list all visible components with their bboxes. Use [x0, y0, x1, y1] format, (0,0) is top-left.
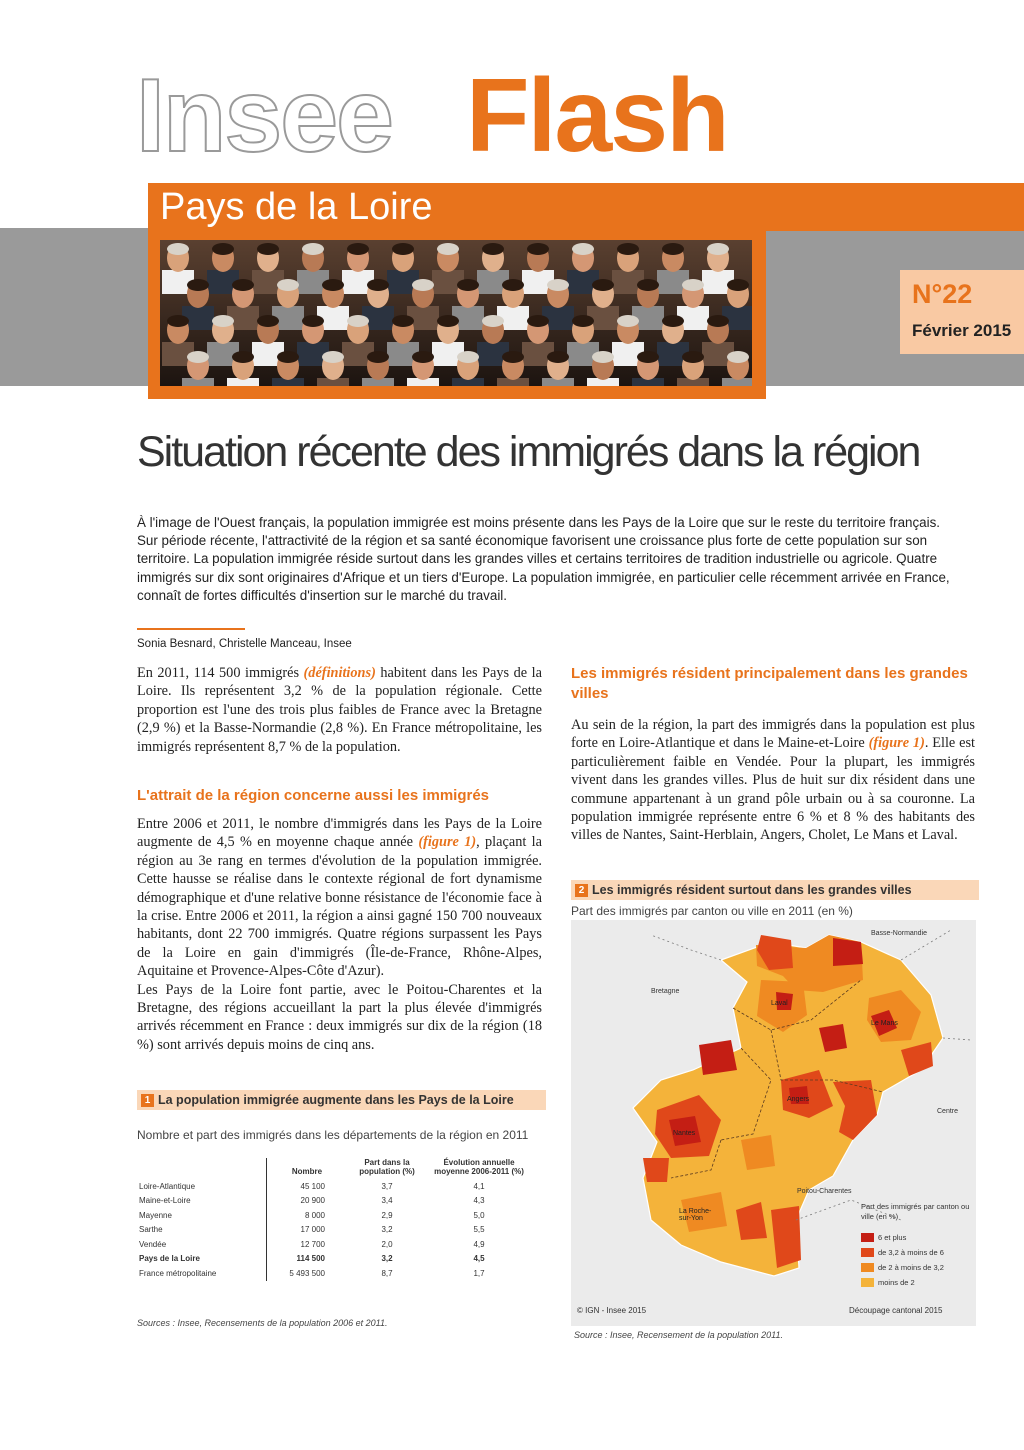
table-cell: 4,3: [473, 1196, 485, 1206]
map-area: [741, 1135, 775, 1170]
table-header-row: [137, 1158, 531, 1179]
table-row: [137, 1237, 531, 1252]
person-hair: [277, 279, 299, 291]
map-decoupage: Découpage cantonal 2015: [849, 1306, 943, 1315]
person-hair: [167, 243, 189, 255]
person-hair: [682, 351, 704, 363]
figure2-number: 2: [575, 884, 588, 897]
table-cell: 17 000: [267, 1223, 348, 1238]
label-bretagne: Bretagne: [651, 988, 680, 995]
person-hair: [617, 243, 639, 255]
table-cell: 12 700: [267, 1237, 348, 1252]
person-hair: [257, 243, 279, 255]
legend-swatch: [861, 1233, 874, 1242]
label-angers: Angers: [787, 1096, 810, 1103]
label-la-roche: La Roche-sur-Yon: [679, 1208, 712, 1222]
table-header: Évolution annuelle moyenne 2006-2011 (%): [434, 1158, 524, 1176]
person-hair: [187, 351, 209, 363]
text: Au sein de la région, la part des immigrés dans la population est plus forte en Loire-Atlantique et dans le Maine-et-Loire: [571, 717, 975, 752]
map-legend: [861, 1230, 944, 1290]
table-header: Nombre: [267, 1158, 348, 1179]
label-basse-normandie: Basse-Normandie: [871, 930, 928, 937]
figure1-number: 1: [141, 1094, 154, 1107]
legend-item: [861, 1260, 944, 1275]
abstract-divider: [137, 628, 245, 630]
paragraph-recent-arrivals: Les Pays de la Loire font partie, avec le Poitou-Charentes et la Bretagne, des régions accueillant la part la plus élevée d'immigrés arrivés récemment en France : deux immigrés sur dix de la région (18 %) sont arrivés depuis moins de cinq ans.: [137, 981, 542, 1053]
figure1-title-text: La population immigrée augmente dans les Pays de la Loire: [158, 1093, 514, 1107]
person-hair: [547, 351, 569, 363]
person-hair: [437, 243, 459, 255]
table-cell: 3,7: [381, 1181, 393, 1191]
person-hair: [322, 351, 344, 363]
table-cell: 5,0: [473, 1210, 485, 1220]
legend-item: [861, 1245, 944, 1260]
person-hair: [572, 315, 594, 327]
person-hair: [682, 279, 704, 291]
person-hair: [617, 315, 639, 327]
person-hair: [367, 351, 389, 363]
table-cell: 5 493 500: [267, 1266, 348, 1281]
person-hair: [727, 279, 749, 291]
table-cell: Mayenne: [139, 1210, 172, 1220]
person-hair: [322, 279, 344, 291]
person-hair: [302, 315, 324, 327]
section-heading-attrait: L'attrait de la région concerne aussi les immigrés: [137, 787, 490, 804]
map-area: [833, 938, 863, 966]
legend-item: [861, 1230, 944, 1245]
person-hair: [662, 243, 684, 255]
table-cell: 2,9: [381, 1210, 393, 1220]
paragraph-attrait: [137, 815, 542, 1054]
person-hair: [502, 351, 524, 363]
table-cell: 20 900: [267, 1194, 348, 1209]
table-cell: 4,9: [473, 1239, 485, 1249]
table-cell: Vendée: [139, 1239, 167, 1249]
person-hair: [727, 351, 749, 363]
person-hair: [707, 315, 729, 327]
legend-label: de 3,2 à moins de 6: [878, 1248, 944, 1257]
label-le-mans: Le Mans: [871, 1020, 898, 1027]
person-hair: [392, 243, 414, 255]
table-row: [137, 1194, 531, 1209]
table-row: [137, 1252, 531, 1267]
text: habitent dans les Pays de la Loire. Ils représentent 3,2 % de la population régionale. Cette proportion est l'une des trois plus faibles de France avec la Bretagne (2,9 %) et la Basse-Normandie (2,8 %). En France métropolitaine, les immigrés représentent 8,7 % de la population.: [137, 665, 542, 755]
label-poitou: Poitou-Charentes: [797, 1188, 852, 1195]
legend-swatch: [861, 1278, 874, 1287]
figure1-link[interactable]: (figure 1): [418, 834, 477, 851]
table-cell: 4,5: [473, 1254, 485, 1264]
figure2-source: Source : Insee, Recensement de la population 2011.: [574, 1330, 783, 1340]
person-hair: [482, 315, 504, 327]
table-cell: 114 500: [267, 1252, 348, 1267]
figure2-title-text: Les immigrés résident surtout dans les grandes villes: [592, 883, 912, 897]
legend-swatch: [861, 1263, 874, 1272]
map-legend-title: Part des immigrés par canton ou ville (en %): [861, 1202, 970, 1221]
label-nantes: Nantes: [673, 1130, 696, 1137]
figure2-title: [571, 880, 979, 900]
authors: Sonia Besnard, Christelle Manceau, Insee: [137, 638, 352, 650]
label-centre: Centre: [937, 1108, 959, 1115]
person-hair: [547, 279, 569, 291]
table-cell: 4,1: [473, 1181, 485, 1191]
definitions-link[interactable]: (définitions): [303, 665, 376, 681]
person-hair: [212, 315, 234, 327]
person-hair: [212, 243, 234, 255]
issue-number: N°22: [912, 279, 973, 309]
paragraph-villes: [571, 716, 975, 845]
map-area: [643, 1158, 669, 1182]
table-cell: Pays de la Loire: [139, 1254, 200, 1264]
table-cell: Maine-et-Loire: [139, 1196, 191, 1206]
person-hair: [637, 351, 659, 363]
table-cell: 45 100: [267, 1179, 348, 1194]
table-row: [137, 1208, 531, 1223]
table-cell: 5,5: [473, 1225, 485, 1235]
table-cell: 3,4: [381, 1196, 393, 1206]
person-hair: [482, 243, 504, 255]
paragraph-intro: [137, 664, 542, 756]
person-hair: [662, 315, 684, 327]
person-hair: [232, 351, 254, 363]
person-hair: [277, 351, 299, 363]
person-hair: [527, 243, 549, 255]
figure1-table-wrap: [137, 1158, 532, 1281]
person-hair: [707, 243, 729, 255]
table-row: [137, 1179, 531, 1194]
crowd-photo: [160, 240, 752, 386]
table-cell: 1,7: [473, 1268, 485, 1278]
person-hair: [527, 315, 549, 327]
text: Entre 2006 et 2011, le nombre d'immigrés dans les Pays de la Loire augmente de 4,5 % en moyenne chaque année: [137, 816, 542, 851]
figure1-source: Sources : Insee, Recensements de la population 2006 et 2011.: [137, 1318, 388, 1328]
person-hair: [367, 279, 389, 291]
map-copyright: © IGN - Insee 2015: [577, 1306, 647, 1315]
abstract: À l'image de l'Ouest français, la population immigrée est moins présente dans les Pays de la Loire que sur le reste du territoire français. Sur période récente, l'attractivité de la région et sa santé économique favorisent une croissance plus forte de cette population sur son territoire. La population immigrée réside surtout dans les grandes villes et certains territoires de tradition industrielle ou agricole. Quatre immigrés sur dix sont originaires d'Afrique et un tiers d'Europe. La population immigrée, en particulier celle récemment arrivée en France, connaît de fortes difficultés d'insertion sur le marché du travail.: [137, 515, 950, 603]
person-hair: [347, 243, 369, 255]
logo-insee: Insee: [136, 58, 392, 174]
text: En 2011, 114 500 immigrés: [137, 665, 304, 681]
table-row: [137, 1223, 531, 1238]
table-cell: 3,2: [381, 1254, 393, 1264]
label-laval: Laval: [771, 1000, 788, 1007]
person-hair: [592, 279, 614, 291]
person-hair: [412, 351, 434, 363]
text: . Elle est particulièrement faible en Vendée. Pour la plupart, les immigrés vivent dans les grandes villes. Plus de huit sur dix résident dans une commune appartenant à un grand pôle urbain ou à sa couronne. La population immigrée représente entre 6 % et 8 % des habitants des villes de Nantes, Saint-Herblain, Angers, Cholet, Le Mans et Laval.: [571, 735, 975, 844]
figure2-map: [571, 920, 976, 1326]
section-heading-villes: Les immigrés résident principalement dans les grandes villes: [571, 665, 968, 702]
table-header: [137, 1158, 267, 1179]
person-hair: [637, 279, 659, 291]
person-hair: [347, 315, 369, 327]
figure2-subtitle: Part des immigrés par canton ou ville en 2011 (en %): [571, 904, 853, 918]
person-hair: [457, 351, 479, 363]
person-hair: [302, 243, 324, 255]
figure1-link[interactable]: (figure 1): [868, 735, 925, 752]
person-hair: [187, 279, 209, 291]
legend-label: moins de 2: [878, 1278, 915, 1287]
figure1-title: [137, 1090, 546, 1110]
person-hair: [572, 243, 594, 255]
person-hair: [412, 279, 434, 291]
map-area: [699, 1040, 737, 1075]
region-name: Pays de la Loire: [160, 186, 433, 228]
person-hair: [502, 279, 524, 291]
text: , plaçant la région au 3e rang en termes d'évolution de la population immigrée. Cette hausse se réalise dans le contexte régional de fort dynamisme démographique et d'une relative bonne résistance de l'économie face à la crise. Entre 2006 et 2011, la région a ainsi gagné 150 700 nouveaux habitants, dont 22 700 immigrés. Quatre régions surpassent les Pays de la Loire en gain d'immigrés (Île-de-France, Rhône-Alpes, Aquitaine et Provence-Alpes-Côte d'Azur).: [137, 834, 542, 980]
table-cell: France métropolitaine: [139, 1268, 217, 1278]
table-cell: 8 000: [267, 1208, 348, 1223]
issue-date: Février 2015: [912, 321, 1012, 340]
person-hair: [232, 279, 254, 291]
person-hair: [167, 315, 189, 327]
person-hair: [257, 315, 279, 327]
table-header: Part dans la population (%): [359, 1158, 415, 1176]
person-hair: [457, 279, 479, 291]
table-cell: Loire-Atlantique: [139, 1181, 196, 1191]
table-cell: 3,2: [381, 1225, 393, 1235]
legend-label: 6 et plus: [878, 1233, 907, 1242]
page-title: Situation récente des immigrés dans la région: [137, 428, 920, 476]
table-cell: Sarthe: [139, 1225, 163, 1235]
legend-label: de 2 à moins de 3,2: [878, 1263, 944, 1272]
person-hair: [437, 315, 459, 327]
figure1-table: [137, 1158, 532, 1281]
logo-flash: Flash: [466, 58, 728, 174]
table-cell: 2,0: [381, 1239, 393, 1249]
person-hair: [392, 315, 414, 327]
legend-swatch: [861, 1248, 874, 1257]
legend-item: [861, 1275, 944, 1290]
person-hair: [592, 351, 614, 363]
table-cell: 8,7: [381, 1268, 393, 1278]
table-row: [137, 1266, 531, 1281]
figure1-subtitle: Nombre et part des immigrés dans les départements de la région en 2011: [137, 1128, 529, 1142]
